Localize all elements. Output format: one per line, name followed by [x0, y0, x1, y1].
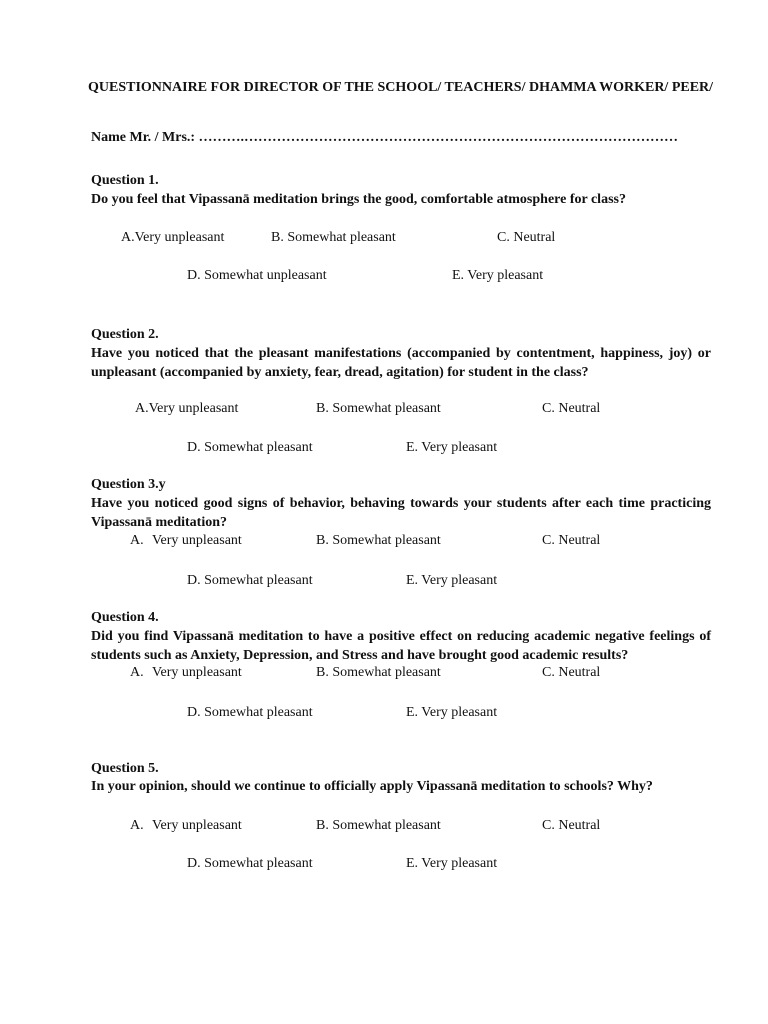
- question-5-option-b: B. Somewhat pleasant: [316, 818, 441, 833]
- document-title: QUESTIONNAIRE FOR DIRECTOR OF THE SCHOOL/ TEACHERS/ DHAMMA WORKER/ PEER/: [88, 80, 714, 95]
- question-3-option-c: C. Neutral: [542, 533, 601, 548]
- question-5-option-e: E. Very pleasant: [406, 856, 498, 871]
- question-3-option-d: D. Somewhat pleasant: [187, 573, 313, 588]
- question-1-heading: Question 1.: [91, 173, 159, 188]
- name-field-line: Name Mr. / Mrs.: ……….…………………………………………………………………………………: [91, 130, 679, 145]
- question-3-option-a: [130, 532, 242, 550]
- question-2-option-e: E. Very pleasant: [406, 440, 498, 455]
- question-2-option-a: A.Very unpleasant: [135, 401, 239, 416]
- question-4-option-a: [130, 664, 242, 682]
- question-3-heading: Question 3.y: [91, 477, 166, 492]
- option-a-letter: A.: [130, 818, 144, 833]
- question-1-text: Do you feel that Vipassanā meditation brings the good, comfortable atmosphere for class?: [91, 192, 626, 207]
- option-a-label: Very unpleasant: [152, 665, 242, 680]
- question-4-option-d: D. Somewhat pleasant: [187, 705, 313, 720]
- question-2-option-d: D. Somewhat pleasant: [187, 440, 313, 455]
- question-1-option-d: D. Somewhat unpleasant: [187, 268, 327, 283]
- question-2-option-b: B. Somewhat pleasant: [316, 401, 441, 416]
- question-5-option-c: C. Neutral: [542, 818, 601, 833]
- question-4-option-e: E. Very pleasant: [406, 705, 498, 720]
- question-5-text: In your opinion, should we continue to officially apply Vipassanā meditation to schools? Why?: [91, 779, 653, 794]
- question-1-option-e: E. Very pleasant: [452, 268, 544, 283]
- option-a-letter: A.: [130, 533, 144, 548]
- question-3-text: Have you noticed good signs of behavior, behaving towards your students after each time practicing Vipassanā meditation?: [91, 496, 711, 530]
- question-1-option-c: C. Neutral: [497, 230, 556, 245]
- question-2-text: Have you noticed that the pleasant manifestations (accompanied by contentment, happiness, joy) or unpleasant (accompanied by anxiety, fear, dread, agitation) for student in the class?: [91, 346, 711, 380]
- question-1-option-a: A.Very unpleasant: [121, 230, 225, 245]
- question-3-option-e: E. Very pleasant: [406, 573, 498, 588]
- question-4-option-c: C. Neutral: [542, 665, 601, 680]
- question-2-option-c: C. Neutral: [542, 401, 601, 416]
- question-1-option-b: B. Somewhat pleasant: [271, 230, 396, 245]
- question-5-option-d: D. Somewhat pleasant: [187, 856, 313, 871]
- option-a-label: Very unpleasant: [152, 533, 242, 548]
- question-5-heading: Question 5.: [91, 761, 159, 776]
- question-5-option-a: [130, 817, 242, 835]
- question-3-option-b: B. Somewhat pleasant: [316, 533, 441, 548]
- question-4-heading: Question 4.: [91, 610, 159, 625]
- option-a-label: Very unpleasant: [152, 818, 242, 833]
- question-2-heading: Question 2.: [91, 327, 159, 342]
- question-4-option-b: B. Somewhat pleasant: [316, 665, 441, 680]
- option-a-letter: A.: [130, 665, 144, 680]
- question-4-text: Did you find Vipassanā meditation to have a positive effect on reducing academic negative feelings of students such as Anxiety, Depression, and Stress and have brought good academic results?: [91, 629, 711, 663]
